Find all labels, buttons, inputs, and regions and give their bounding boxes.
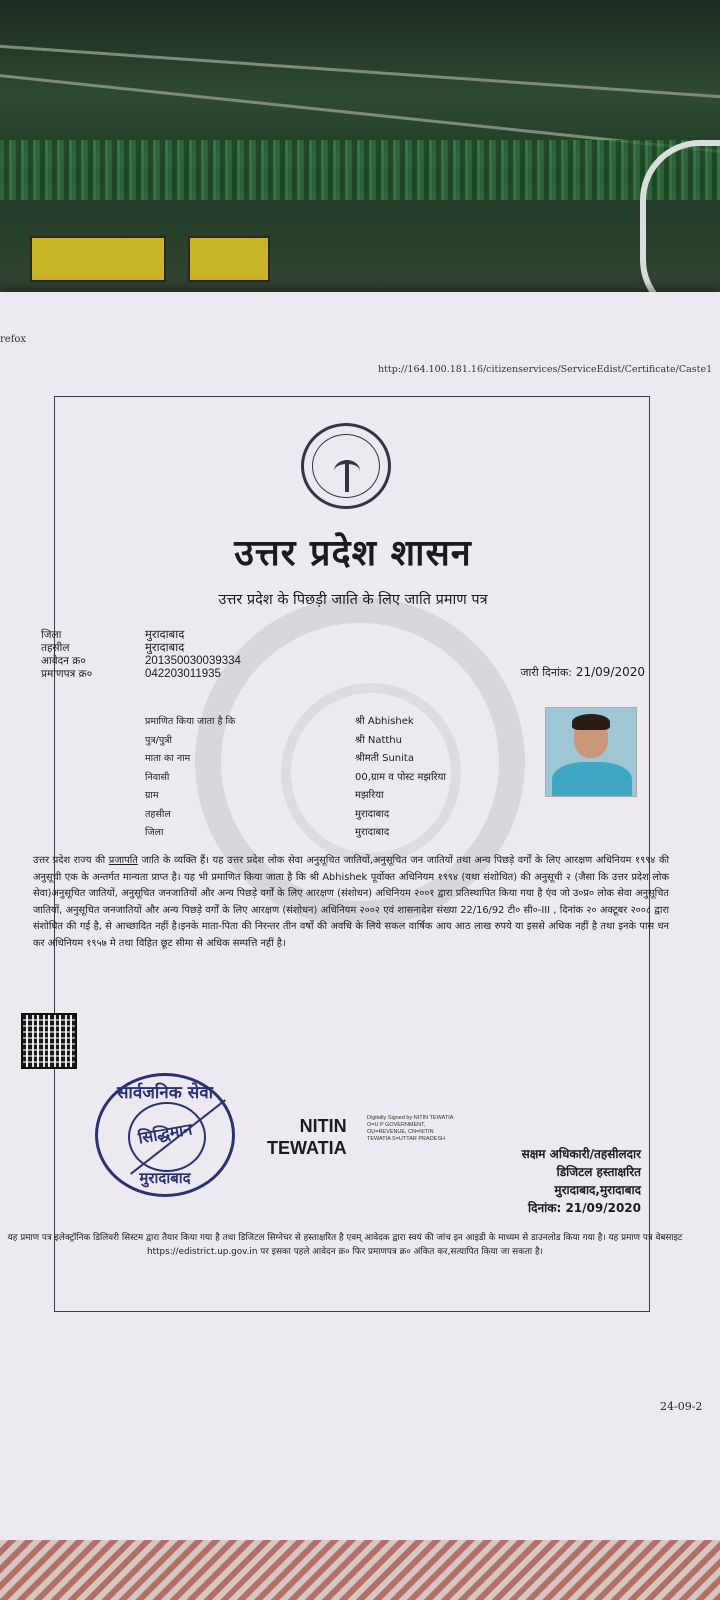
digital-signature-block: Digitally Signed by NITIN TEWATIA O=U P GOVERNMENT, OU=REVENUE, CN=NITIN TEWATIA S=UTTAR PRADESH — [367, 1115, 454, 1142]
detail-label: निवासी — [145, 771, 170, 783]
detail-row — [145, 713, 446, 732]
certificate-title: उत्तर प्रदेश शासन — [234, 533, 472, 574]
fabric-strip — [0, 1540, 720, 1600]
header-fields — [41, 629, 241, 681]
officer-date-value: 21/09/2020 — [565, 1201, 641, 1215]
yellow-block — [188, 236, 270, 282]
applicant-photo — [545, 707, 637, 797]
officer-title: सक्षम अधिकारी/तहसीलदार — [521, 1147, 641, 1161]
print-date: 24-09-2 — [660, 1400, 703, 1413]
browser-label: refox — [0, 334, 27, 345]
up-government-emblem — [301, 423, 391, 509]
issue-date-value: 21/09/2020 — [575, 665, 645, 679]
certificate-subtitle: उत्तर प्रदेश के पिछड़ी जाति के लिए जाति प्रमाण पत्र — [218, 592, 488, 608]
field-value: 042203011935 — [145, 668, 221, 680]
printed-page — [0, 292, 720, 1542]
detail-row — [145, 824, 446, 843]
office-seal — [95, 1073, 235, 1197]
detail-value: मझरिया — [355, 790, 384, 801]
grass-pattern — [0, 140, 720, 200]
field-label: तहसील — [41, 642, 70, 654]
detail-label: माता का नाम — [145, 753, 191, 764]
issuing-officer — [522, 1145, 641, 1217]
officer-date-label: दिनांक: — [527, 1201, 562, 1215]
seal-signature: सिद्धिमान — [136, 1119, 194, 1148]
detail-label: ग्राम — [145, 790, 159, 801]
field-value: मुरादाबाद — [145, 629, 185, 641]
field-row — [41, 655, 241, 668]
qr-code — [21, 1013, 77, 1069]
signer-first-name: NITIN — [299, 1116, 347, 1136]
issue-date — [520, 665, 645, 680]
signer-name — [267, 1115, 347, 1159]
field-value: मुरादाबाद — [145, 642, 185, 654]
verification-note: यह प्रमाण पत्र इलेक्ट्रॉनिक डिलिवरी सिस्टम द्वारा तैयार किया गया है तथा डिजिटल सिग्नेचर से हस्ताक्षरित है एवम् आवेदक द्वारा स्वयं की जांच इन आइडी के माध्यम से डाउनलोड किया गया है। यह प्रमाण पत्र वेबसाइट https://edistrict.up.gov.in पर इसका पहले आवेदन क्र० फिर प्रमाणपत्र क्र० अंकित कर,सत्यापित किया जा सकता है। — [7, 1233, 683, 1257]
field-value: 201350030039334 — [145, 655, 241, 667]
detail-value: श्री Natthu — [355, 734, 402, 746]
field-row — [41, 642, 241, 655]
background-scene — [0, 0, 720, 320]
detail-row — [145, 769, 446, 788]
detail-value: 00,ग्राम व पोस्ट मझरिया — [355, 771, 447, 783]
yellow-block — [30, 236, 166, 282]
certificate — [7, 396, 683, 1312]
field-row — [41, 629, 241, 642]
certification-paragraph — [33, 853, 669, 952]
applicant-details — [145, 713, 446, 843]
signer-last-name: TEWATIA — [267, 1138, 347, 1158]
detail-value: मुरादाबाद — [355, 827, 390, 838]
detail-label: तहसील — [145, 808, 171, 820]
detail-value: श्रीमती Sunita — [355, 753, 414, 764]
seal-top-text: सार्वजनिक सेवा — [116, 1083, 214, 1103]
officer-signed: डिजिटल हस्ताक्षरित — [556, 1165, 641, 1179]
detail-value: मुरादाबाद — [355, 808, 390, 820]
detail-row — [145, 806, 446, 825]
seal-bottom-text: मुरादाबाद — [139, 1169, 191, 1187]
detail-row — [145, 750, 446, 769]
detail-row — [145, 732, 446, 751]
issue-date-label: जारी दिनांक: — [520, 666, 572, 679]
detail-label: जिला — [145, 827, 164, 838]
field-label: जिला — [41, 629, 62, 641]
detail-value: श्री Abhishek — [355, 716, 414, 727]
caste-name: प्रजापति — [108, 855, 138, 866]
detail-row — [145, 787, 446, 806]
field-label: आवेदन क्र० — [41, 655, 86, 667]
field-label: प्रमाणपत्र क्र० — [41, 668, 93, 680]
field-row — [41, 668, 241, 681]
para-rest: जाति के व्यक्ति हैं। यह उत्तर प्रदेश लोक सेवा अनुसूचित जातियों,अनुसूचित जन जातियों तथा अन्य पिछड़े वर्गों के लिए आरक्षण अधिनियम १९९४ की अनुसूची एक के अन्तर्गत मान्यता प्राप्त है। यह भी प्रमाणित किया जाता है कि श्री Abhishek पूर्वोक्त अधिनियम १९९४ (यथा संशोधित) की अनुसूची २ (जैसा कि उत्तर प्रदेश लोक सेवा)अनुसूचित जातियों, अनुसूचित जनजातियों और अन्य पिछड़े वर्गों के लिए आरक्षण (संशोधन) अधिनियम २००१ द्वारा प्रतिस्थापित किया गया है एंव जो उ०प्र० लोक सेवा अनुसूचित जातियों, अनुसूचित जनजातियों और अन्य पिछड़े वर्गों के लिए आरक्षण (संशोधन) अधिनियम २००२ एवं शासनादेश संख्या 22/16/92 टी० सी०-III , दिनांक २० अक्टूबर २००८ द्वारा संशोधित की गई है, से आच्छादित नहीं है।इनके माता-पिता की निरन्तर तीन वर्षों की अवधि के लिये सकल वार्षिक आय आठ लाख रुपये या इससे अधिक नहीं है तथा इनके पास धन कर अधिनियम १९५७ मे तथा विहित छूट सीमा से अधिक सम्पत्ति नहीं है। — [33, 855, 670, 949]
page-url: http://164.100.181.16/citizenservices/ServiceEdist/Certificate/Caste1 — [378, 364, 713, 375]
officer-place: मुरादाबाद,मुरादाबाद — [554, 1183, 641, 1197]
officer-date — [522, 1199, 641, 1217]
para-start: उत्तर प्रदेश राज्य की — [33, 855, 109, 866]
detail-label: प्रमाणित किया जाता है कि — [145, 716, 236, 727]
detail-label: पुत्र/पुत्री — [145, 734, 172, 746]
rail-line — [0, 43, 720, 99]
